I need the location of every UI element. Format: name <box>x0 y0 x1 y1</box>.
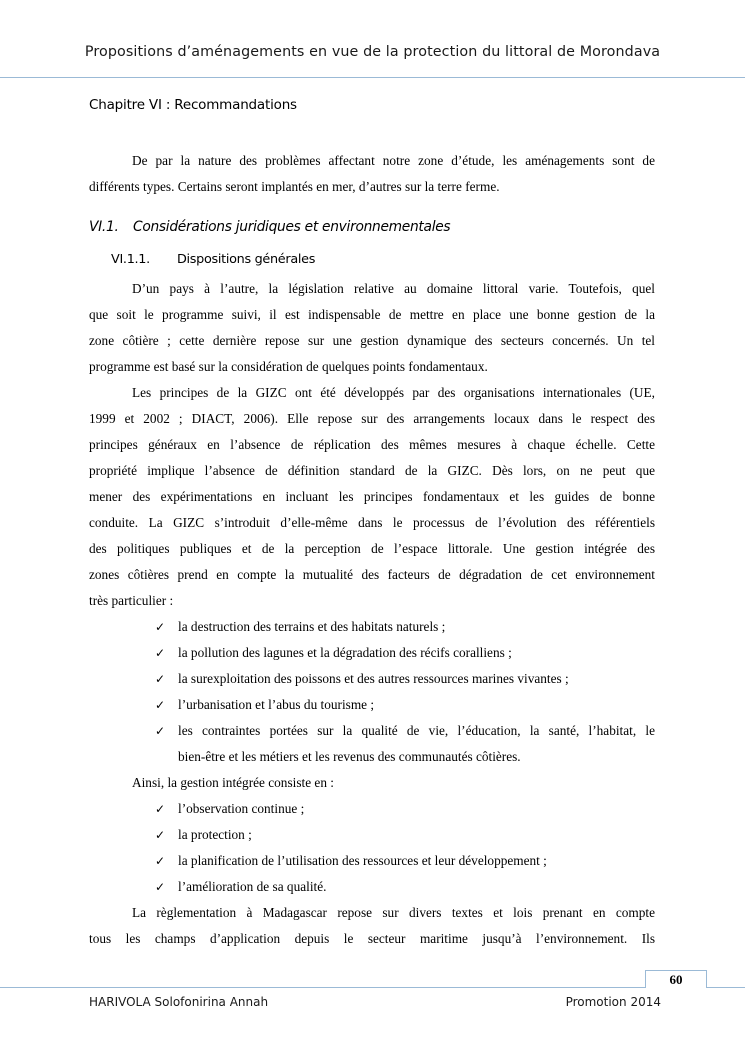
text-line: très particulier : <box>89 593 174 608</box>
subsection-number: VI.1.1. <box>111 252 150 267</box>
text-line: principes généraux en l’absence de réplication des mêmes mesures à chaque échelle. Cette <box>89 437 655 452</box>
subsection-title: Dispositions générales <box>177 252 316 267</box>
text-line: zone côtière ; cette dernière repose sur une gestion dynamique des secteurs concernés. Un tel <box>89 333 655 348</box>
checkmark-icon: ✓ <box>155 698 166 712</box>
section-title: Considérations juridiques et environnementales <box>133 219 451 235</box>
document-page: Propositions d’aménagements en vue de la protection du littoral de Morondava Chapitre VI : Recommandations De par la nature des problèmes affectant notre zone d’étude, les aménagements sont de différents types. Certains seront implantés en mer, d’autres sur la terre ferme. VI.1. Considérations juridiques et environnementales VI.1.1. Dispositions générales D’un pays à l’autre, la législation relative au domaine littoral varie. Toutefois, quel que soit le programme suivi, il est indispensable de mettre en place une bonne gestion de la zone côtière ; cette dernière repose sur une gestion dynamique des secteurs concernés. Un tel programme est basé sur la considération de quelques points fondamentaux. Les principes de la GIZC ont été développés par des organisations internationales (UE, 1999 et 2002 ; DIACT, 2006). Elle repose sur des arrangements locaux dans le respect des principes généraux en l’absence de réplication des mêmes mesures à chaque échelle. Cette propriété implique l’absence de définition standard de la GIZC. Dès lors, on ne peut que mener des expérimentations en incluant les principes fondamentaux et les guides de bonne conduite. La GIZC s’introduit d’elle-même dans le processus de l’évolution des référentiels des politiques publiques et de la perception de l’espace littorale. Une gestion intégrée des zones côtières prend en compte la mutualité des facteurs de dégradation de cet environnement très particulier : ✓ la destruction des terrains et des habitats naturels ; ✓ la pollution des lagunes et la dégradation des récifs coralliens ; ✓ la surexploitation des poissons et des autres ressources marines vivantes ; ✓ l’urbanisation et l’abus du tourisme ; ✓ les contraintes portées sur la qualité de vie, l’éducation, la santé, l’habitat, le bien-être et les métiers et les revenus des communautés côtières. Ainsi, la gestion intégrée consiste en : ✓ l’observation continue ; ✓ la protection ; ✓ la planification de l’utilisation des ressources et leur développement ; ✓ l’amélioration de sa qualité. La règlementation à Madagascar repose sur divers textes et lois prenant en compte tous les champs d’application depuis le secteur maritime jusqu’à l’environnement. Ils 60 HARIVOLA Solofonirina Annah Promotion 2014 <box>0 0 745 1053</box>
text-line: tous les champs d’application depuis le secteur maritime jusqu’à l’environnement. Ils <box>89 931 655 946</box>
text-line: D’un pays à l’autre, la législation relative au domaine littoral varie. Toutefois, quel <box>132 281 655 296</box>
checkmark-icon: ✓ <box>155 620 166 634</box>
text-line: propriété implique l’absence de définition standard de la GIZC. Dès lors, on ne peut que <box>89 463 655 478</box>
paragraph-2 <box>89 380 655 614</box>
running-header: Propositions d’aménagements en vue de la protection du littoral de Morondava <box>84 44 661 60</box>
checkmark-icon: ✓ <box>155 854 166 868</box>
checkmark-icon: ✓ <box>155 646 166 660</box>
footer-divider <box>0 987 745 988</box>
section-heading <box>89 219 450 235</box>
text-line: que soit le programme suivi, il est indispensable de mettre en place une bonne gestion de la <box>89 307 655 322</box>
page-number: 60 <box>645 970 707 988</box>
text-line: programme est basé sur la considération de quelques points fondamentaux. <box>89 359 488 374</box>
text-line: mener des expérimentations en incluant les principes fondamentaux et les guides de bonne <box>89 489 655 504</box>
text-line: différents types. Certains seront implantés en mer, d’autres sur la terre ferme. <box>89 179 500 194</box>
section-number: VI.1. <box>89 219 119 235</box>
subsection-heading <box>111 252 315 267</box>
text-line: La règlementation à Madagascar repose sur divers textes et lois prenant en compte <box>132 905 655 920</box>
paragraph-3 <box>89 900 655 952</box>
text-line: Les principes de la GIZC ont été développés par des organisations internationales (UE, <box>132 385 655 400</box>
checkmark-icon: ✓ <box>155 802 166 816</box>
text-line: zones côtières prend en compte la mutualité des facteurs de dégradation de cet environnement <box>89 567 655 582</box>
text-line: De par la nature des problèmes affectant notre zone d’étude, les aménagements sont de <box>132 153 655 168</box>
paragraph-1 <box>89 276 655 380</box>
text-line: des politiques publiques et de la perception de l’espace littorale. Une gestion intégrée des <box>89 541 655 556</box>
checkmark-icon: ✓ <box>155 880 166 894</box>
checkmark-icon: ✓ <box>155 724 166 738</box>
checkmark-icon: ✓ <box>155 672 166 686</box>
checkmark-icon: ✓ <box>155 828 166 842</box>
footer-author: HARIVOLA Solofonirina Annah <box>89 995 269 1009</box>
header-divider <box>0 77 745 78</box>
chapter-title: Chapitre VI : Recommandations <box>89 97 297 113</box>
intro-paragraph <box>89 148 655 200</box>
footer-promotion: Promotion 2014 <box>565 995 661 1009</box>
list-intro: Ainsi, la gestion intégrée consiste en : <box>132 775 334 790</box>
text-line: 1999 et 2002 ; DIACT, 2006). Elle repose sur des arrangements locaux dans le respect des <box>89 411 655 426</box>
text-line: conduite. La GIZC s’introduit d’elle-même dans le processus de l’évolution des référentiels <box>89 515 655 530</box>
